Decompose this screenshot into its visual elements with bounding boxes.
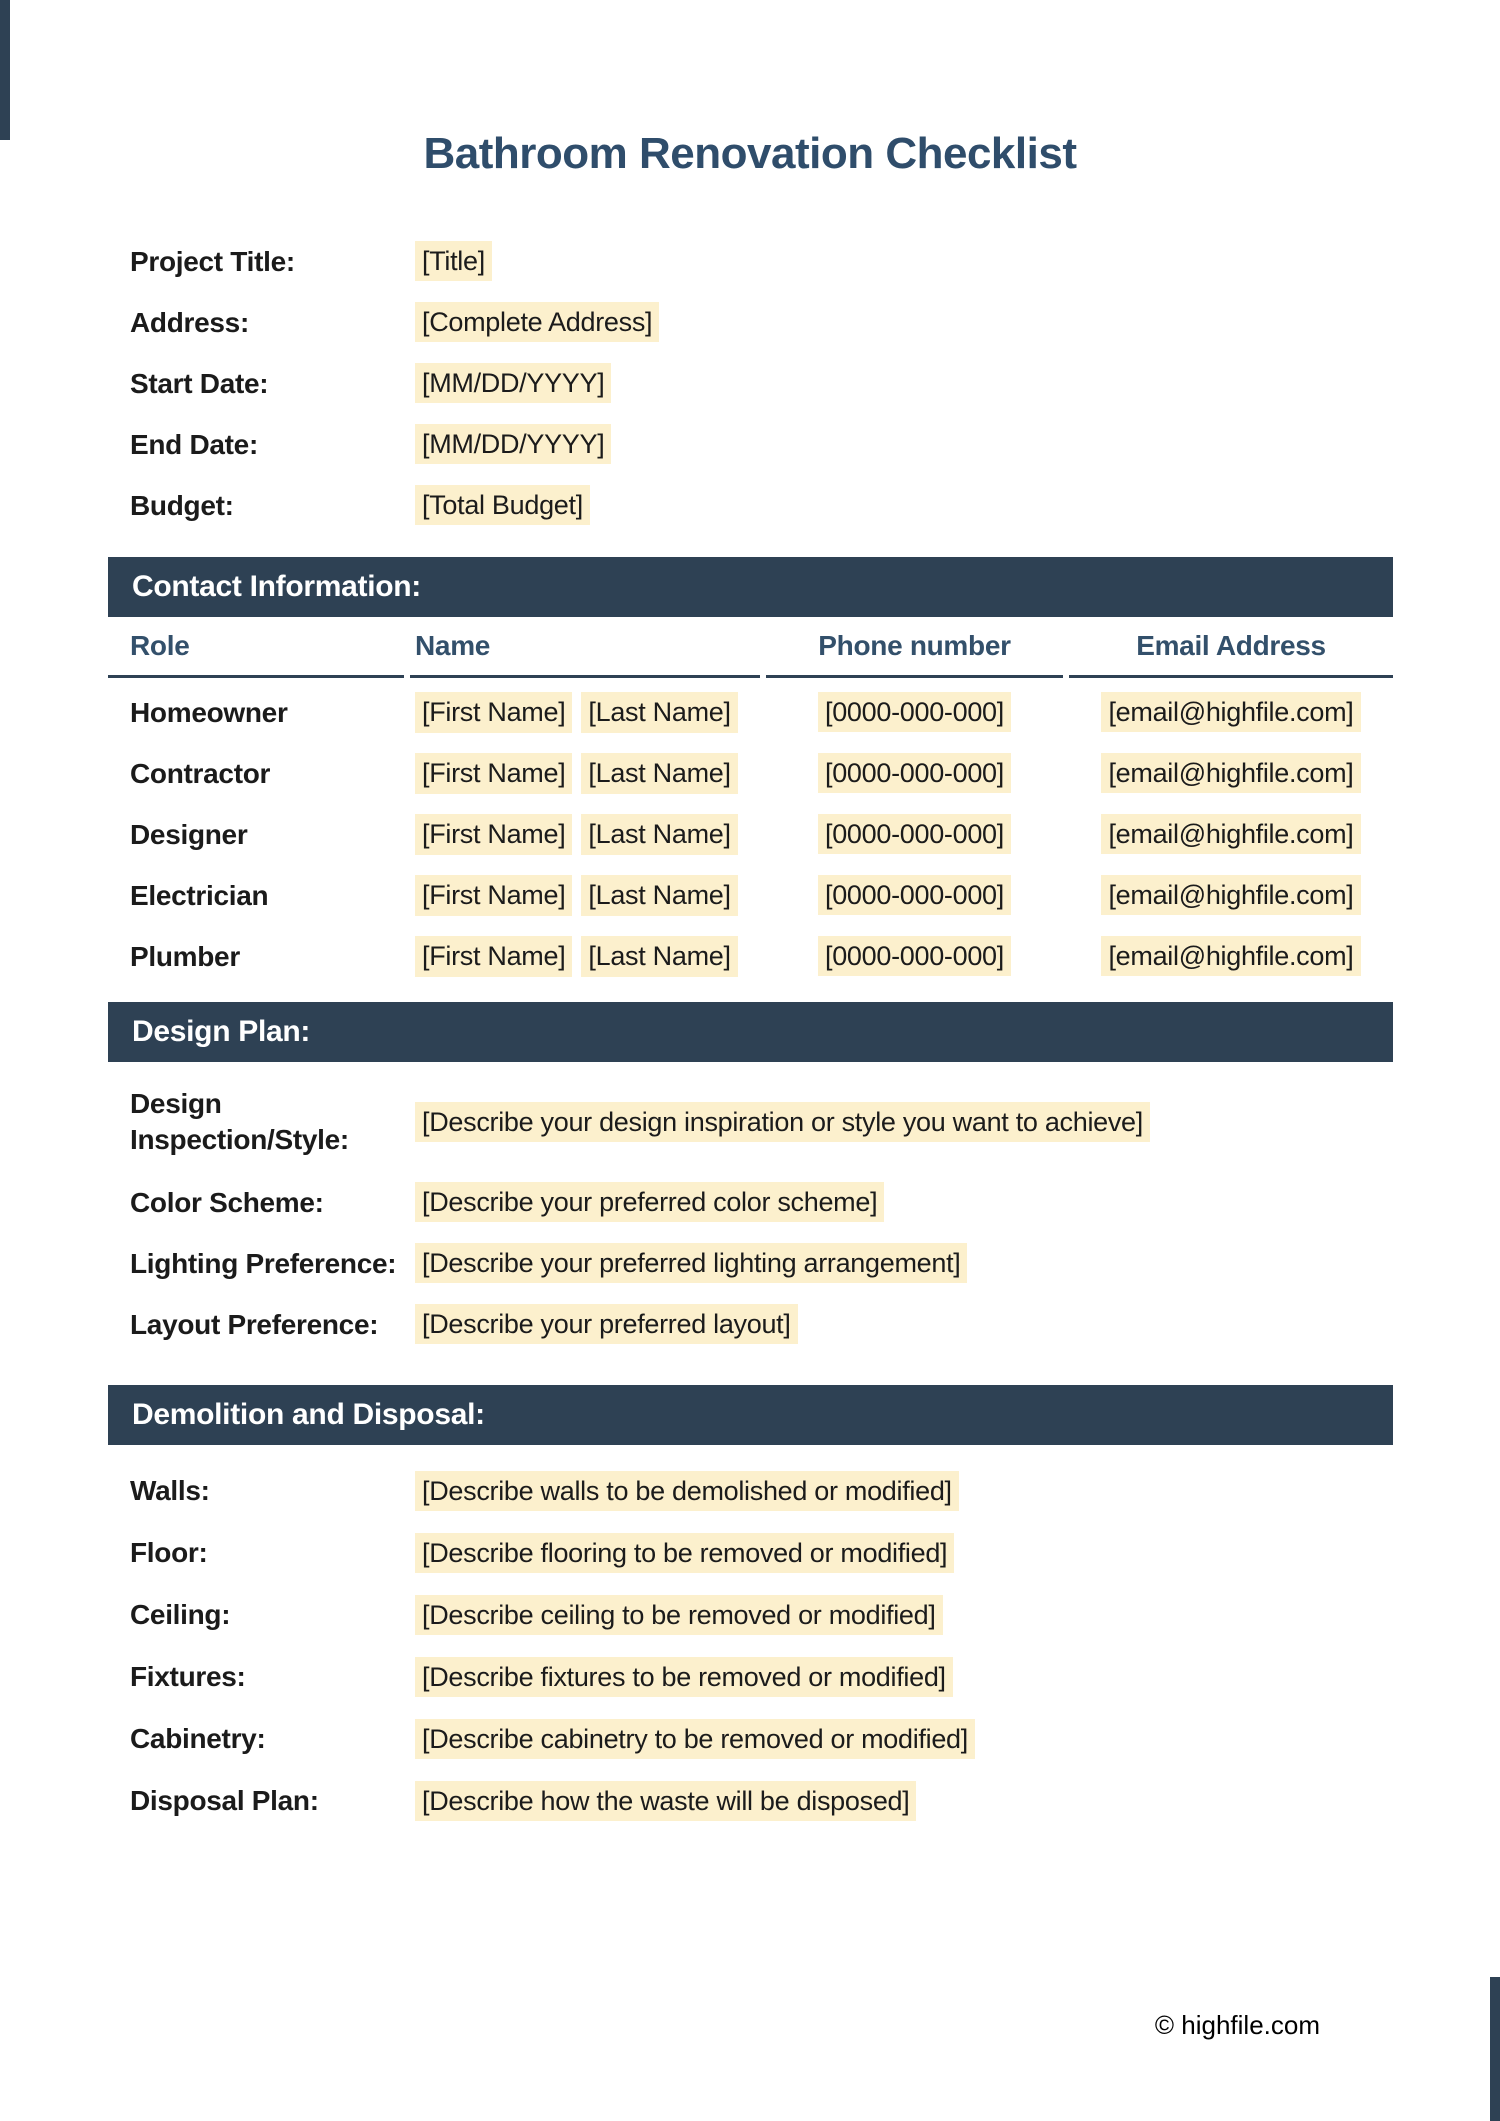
field-label: Color Scheme:	[130, 1186, 324, 1218]
name-cell	[410, 936, 760, 977]
demolition-disposal-section	[130, 1460, 1500, 1832]
field-label: Lighting Preference:	[130, 1247, 397, 1279]
placeholder-highlight: [0000-000-000]	[818, 692, 1011, 732]
field-row-fixtures	[130, 1646, 1500, 1708]
placeholder-highlight: [0000-000-000]	[818, 875, 1011, 915]
footer-credit: © highfile.com	[1154, 2010, 1320, 2040]
field-label: Design Inspection/Style:	[130, 1088, 349, 1155]
placeholder-highlight: [Describe flooring to be removed or modified]	[415, 1533, 954, 1573]
placeholder-highlight: [0000-000-000]	[818, 814, 1011, 854]
column-header-email: Email Address	[1069, 617, 1393, 678]
table-row-electrician	[108, 865, 1393, 926]
placeholder-highlight: [email@highfile.com]	[1101, 875, 1360, 915]
placeholder-highlight: [Total Budget]	[415, 485, 590, 525]
placeholder-highlight: [Describe your preferred color scheme]	[415, 1182, 884, 1222]
field-label: Address:	[130, 306, 249, 338]
column-header-name: Name	[410, 617, 760, 678]
placeholder-highlight: [0000-000-000]	[818, 936, 1011, 976]
field-value	[415, 246, 492, 277]
role-cell: Contractor	[130, 757, 271, 789]
section-header-contact-information	[108, 557, 1393, 617]
email-cell	[1069, 697, 1393, 728]
column-header-role: Role	[108, 617, 404, 678]
placeholder-highlight: [Describe your preferred layout]	[415, 1304, 798, 1344]
field-value	[415, 368, 611, 399]
email-cell	[1069, 758, 1393, 789]
placeholder-highlight: [Describe ceiling to be removed or modified]	[415, 1595, 943, 1635]
field-value	[415, 1107, 1150, 1138]
top-left-accent-bar	[0, 0, 10, 140]
field-value	[415, 1476, 959, 1507]
field-value	[415, 1187, 884, 1218]
contact-table-body	[108, 678, 1393, 987]
placeholder-highlight: [email@highfile.com]	[1101, 814, 1360, 854]
field-row-end-date	[130, 414, 1500, 475]
section-heading-text: Contact Information:	[132, 570, 421, 603]
placeholder-highlight: [Complete Address]	[415, 302, 659, 342]
field-label: Ceiling:	[130, 1599, 231, 1630]
page-title: Bathroom Renovation Checklist	[423, 129, 1077, 178]
phone-cell	[766, 758, 1063, 789]
section-header-design-plan	[108, 1002, 1393, 1062]
placeholder-highlight: [Last Name]	[581, 692, 737, 733]
role-cell: Designer	[130, 818, 248, 850]
field-label: Budget:	[130, 489, 234, 521]
field-row-cabinetry	[130, 1708, 1500, 1770]
bottom-right-accent-bar	[1490, 1977, 1500, 2121]
placeholder-highlight: [Title]	[415, 241, 492, 281]
field-row-address	[130, 292, 1500, 353]
placeholder-highlight: [First Name]	[415, 814, 572, 855]
field-row-budget	[130, 475, 1500, 536]
field-label: Fixtures:	[130, 1661, 246, 1692]
table-row-contractor	[108, 743, 1393, 804]
field-row-lighting-preference	[130, 1233, 1500, 1294]
field-row-floor	[130, 1522, 1500, 1584]
placeholder-highlight: [First Name]	[415, 875, 572, 916]
field-value	[415, 1248, 967, 1279]
contact-table-header	[108, 617, 1393, 678]
role-cell: Homeowner	[130, 696, 288, 728]
field-label: End Date:	[130, 428, 258, 460]
name-cell	[410, 814, 760, 855]
placeholder-highlight: [Describe fixtures to be removed or modified]	[415, 1657, 953, 1697]
field-row-layout-preference	[130, 1294, 1500, 1355]
field-label: Layout Preference:	[130, 1308, 379, 1340]
table-row-plumber	[108, 926, 1393, 987]
field-value	[415, 1600, 943, 1631]
field-label: Floor:	[130, 1537, 208, 1568]
placeholder-highlight: [Last Name]	[581, 936, 737, 977]
placeholder-highlight: [Describe walls to be demolished or modified]	[415, 1471, 959, 1511]
field-value	[415, 1309, 798, 1340]
placeholder-highlight: [Describe cabinetry to be removed or modified]	[415, 1719, 975, 1759]
placeholder-highlight: [email@highfile.com]	[1101, 936, 1360, 976]
project-info-section	[130, 231, 1500, 536]
placeholder-highlight: [First Name]	[415, 692, 572, 733]
placeholder-highlight: [First Name]	[415, 753, 572, 794]
design-plan-section	[130, 1082, 1500, 1355]
section-header-demolition-disposal	[108, 1385, 1393, 1445]
field-row-walls	[130, 1460, 1500, 1522]
email-cell	[1069, 819, 1393, 850]
placeholder-highlight: [Describe your preferred lighting arrangement]	[415, 1243, 967, 1283]
placeholder-highlight: [MM/DD/YYYY]	[415, 424, 611, 464]
placeholder-highlight: [email@highfile.com]	[1101, 753, 1360, 793]
placeholder-highlight: [Last Name]	[581, 753, 737, 794]
name-cell	[410, 875, 760, 916]
section-heading-text: Design Plan:	[132, 1015, 311, 1048]
field-value	[415, 307, 659, 338]
field-label: Cabinetry:	[130, 1723, 266, 1754]
field-value	[415, 1538, 954, 1569]
role-cell: Electrician	[130, 879, 269, 911]
field-row-design-inspection-style	[130, 1082, 1500, 1162]
phone-cell	[766, 819, 1063, 850]
field-value	[415, 429, 611, 460]
field-value	[415, 1786, 916, 1817]
placeholder-highlight: [Last Name]	[581, 875, 737, 916]
email-cell	[1069, 941, 1393, 972]
field-label: Walls:	[130, 1475, 210, 1506]
placeholder-highlight: [email@highfile.com]	[1101, 692, 1360, 732]
field-label: Disposal Plan:	[130, 1785, 319, 1816]
phone-cell	[766, 941, 1063, 972]
phone-cell	[766, 880, 1063, 911]
table-row-homeowner	[108, 682, 1393, 743]
field-value	[415, 1724, 975, 1755]
field-row-color-scheme	[130, 1172, 1500, 1233]
field-row-disposal-plan	[130, 1770, 1500, 1832]
placeholder-highlight: [0000-000-000]	[818, 753, 1011, 793]
field-row-project-title	[130, 231, 1500, 292]
placeholder-highlight: [Last Name]	[581, 814, 737, 855]
placeholder-highlight: [MM/DD/YYYY]	[415, 363, 611, 403]
field-value	[415, 1662, 953, 1693]
email-cell	[1069, 880, 1393, 911]
field-label: Project Title:	[130, 245, 295, 277]
column-header-phone: Phone number	[766, 617, 1063, 678]
section-heading-text: Demolition and Disposal:	[132, 1398, 485, 1431]
field-label: Start Date:	[130, 367, 269, 399]
placeholder-highlight: [Describe your design inspiration or style you want to achieve]	[415, 1102, 1150, 1142]
placeholder-highlight: [Describe how the waste will be disposed]	[415, 1781, 916, 1821]
name-cell	[410, 692, 760, 733]
field-row-start-date	[130, 353, 1500, 414]
placeholder-highlight: [First Name]	[415, 936, 572, 977]
field-row-ceiling	[130, 1584, 1500, 1646]
role-cell: Plumber	[130, 940, 240, 972]
phone-cell	[766, 697, 1063, 728]
name-cell	[410, 753, 760, 794]
field-value	[415, 490, 590, 521]
table-row-designer	[108, 804, 1393, 865]
